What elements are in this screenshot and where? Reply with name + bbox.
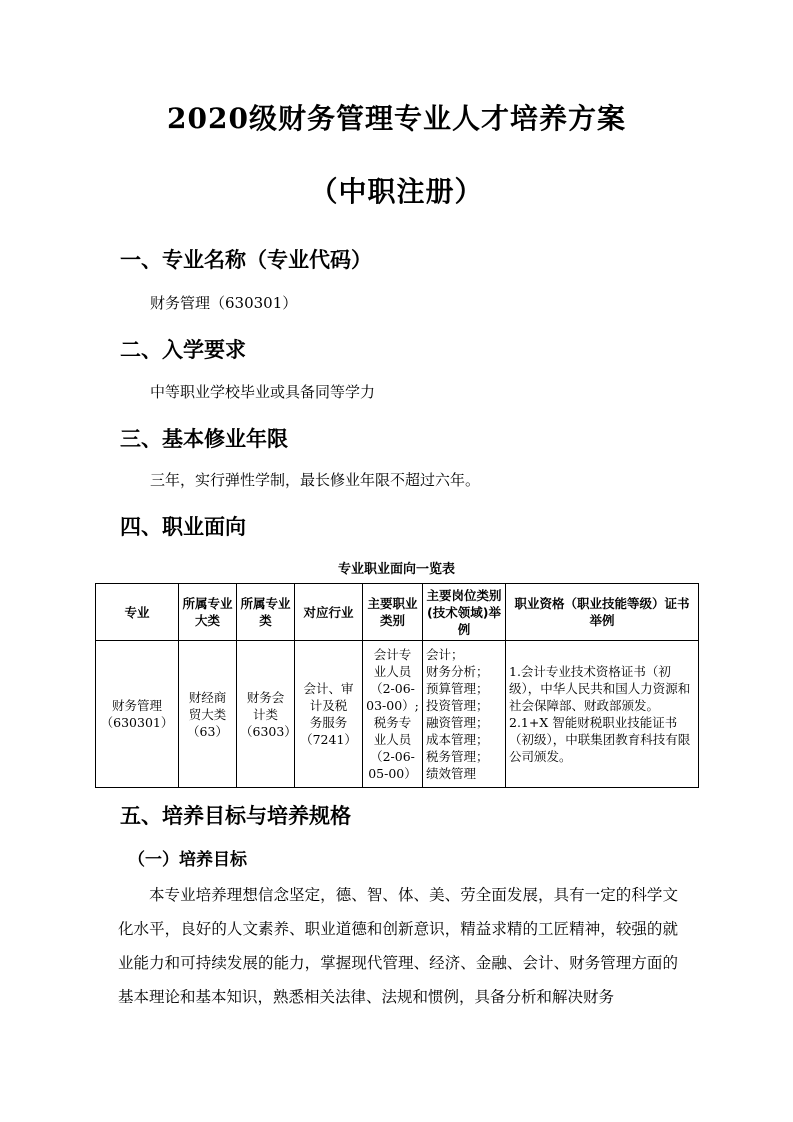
header-cell: 所属专业大类 [179, 584, 237, 641]
cell-positions: 会计； 财务分析； 预算管理； 投资管理； 融资管理； 成本管理； 税务管理； 绩效管理 [423, 641, 506, 788]
table-header-row [96, 584, 699, 641]
document-title: 2020级财务管理专业人才培养方案 [167, 102, 626, 135]
cell-major: 财务管理 （630301） [96, 641, 179, 788]
career-table [95, 583, 699, 788]
section-text-3: 三年，实行弹性学制，最长修业年限不超过六年。 [150, 471, 481, 489]
header-cell: 所属专业类 [237, 584, 295, 641]
header-cell: 主要职业类别 [363, 584, 423, 641]
cell-category: 财经商 贸大类 （63） [179, 641, 237, 788]
document-subtitle: （中职注册） [309, 175, 484, 208]
table-caption: 专业职业面向一览表 [337, 562, 455, 577]
cell-subcategory: 财务会 计类 （6303） [237, 641, 295, 788]
section-text-2: 中等职业学校毕业或具备同等学力 [150, 383, 376, 401]
cell-certificates: 1.会计专业技术资格证书（初级），中华人民共和国人力资源和社会保障部、财政部颁发。 2.1+X 智能财税职业技能证书（初级），中联集团教育科技有限公司颁发。 [506, 641, 699, 788]
sub-heading-1: （一）培养目标 [128, 850, 247, 870]
header-cell: 专业 [96, 584, 179, 641]
header-cell: 职业资格（职业技能等级）证书举例 [506, 584, 699, 641]
table-row [96, 641, 699, 788]
cell-industry: 会计、审 计及税 务服务 （7241） [295, 641, 363, 788]
section-text-1: 财务管理（630301） [150, 294, 298, 312]
section-heading-5: 五、培养目标与培养规格 [120, 804, 351, 828]
cell-occupation: 会计专 业人员 （2-06- 03-00）; 税务专 业人员 （2-06- 05-00） [363, 641, 423, 788]
section-heading-3: 三、基本修业年限 [120, 427, 288, 451]
header-cell: 主要岗位类别(技术领域)举例 [423, 584, 506, 641]
paragraph-text: 本专业培养理想信念坚定，德、智、体、美、劳全面发展，具有一定的科学文化水平，良好的人文素养、职业道德和创新意识，精益求精的工匠精神，较强的就业能力和可持续发展的能力，掌握现代管理、经济、金融、会计、财务管理方面的基本理论和基本知识，熟悉相关法律、法规和惯例，具备分析和解决财务 [118, 886, 678, 1006]
body-paragraph [118, 878, 678, 1014]
section-heading-1: 一、专业名称（专业代码） [120, 248, 372, 272]
section-heading-2: 二、入学要求 [120, 338, 246, 362]
header-cell: 对应行业 [295, 584, 363, 641]
section-heading-4: 四、职业面向 [120, 515, 246, 539]
